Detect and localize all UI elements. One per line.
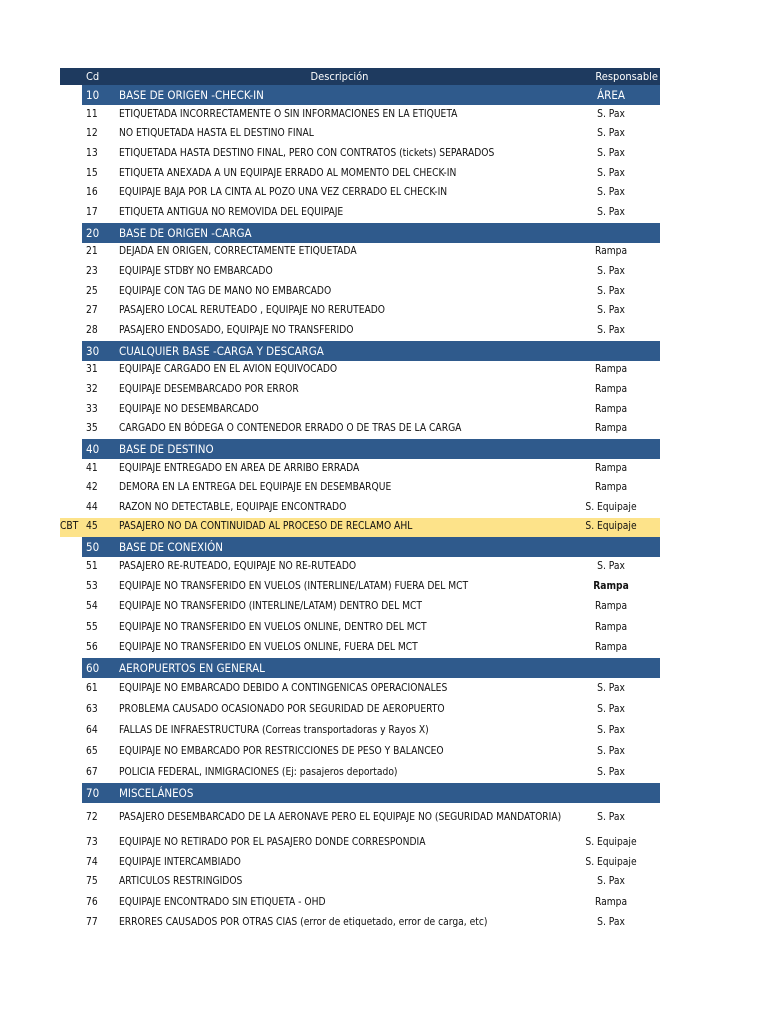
table-row (60, 125, 660, 145)
row-code: 65 (86, 745, 98, 757)
row-description: PASAJERO NO DA CONTINUIDAD AL PROCESO DE RECLAMO AHL (117, 518, 562, 538)
row-description: EQUIPAJE NO EMBARCADO DEBIDO A CONTINGENICAS OPERACIONALES (119, 682, 448, 694)
row-prefix (60, 678, 82, 699)
row-prefix (60, 164, 82, 184)
table-row (60, 105, 660, 125)
row-responsable: Rampa (594, 364, 628, 376)
row-prefix (60, 282, 82, 302)
row-description: EQUIPAJE NO RETIRADO POR EL PASAJERO DONDE CORRESPONDIA (119, 836, 426, 848)
row-code: 44 (86, 501, 98, 513)
section-row (60, 439, 660, 459)
row-code: 75 (86, 876, 98, 888)
row-description: PROBLEMA CAUSADO OCASIONADO POR SEGURIDAD DE AEROPUERTO (119, 703, 445, 715)
row-description: DEMORA EN LA ENTREGA DEL EQUIPAJE EN DESEMBARQUE (119, 482, 392, 494)
codes-table (60, 68, 660, 933)
row-code: 25 (86, 285, 98, 297)
row-description: EQUIPAJE NO DESEMBARCADO (119, 403, 259, 415)
section-title: CUALQUIER BASE -CARGA Y DESCARGA (117, 341, 562, 361)
row-prefix (60, 699, 82, 720)
row-prefix (60, 557, 82, 577)
table-row (60, 321, 660, 341)
row-prefix (60, 223, 82, 243)
row-code: 56 (86, 642, 98, 654)
row-code: 67 (86, 766, 98, 778)
section-area (562, 223, 660, 243)
row-responsable: Rampa (594, 462, 628, 474)
section-area (562, 658, 660, 678)
row-description: PASAJERO RE-RUTEADO, EQUIPAJE NO RE-RUTEADO (119, 561, 357, 573)
table-row (60, 913, 660, 933)
row-description: CARGADO EN BÓDEGA O CONTENEDOR ERRADO O DE TRAS DE LA CARGA (119, 423, 462, 435)
section-row (60, 783, 660, 803)
row-prefix (60, 125, 82, 145)
section-title: BASE DE ORIGEN -CHECK-IN (117, 85, 562, 105)
row-responsable: S. Pax (597, 265, 625, 277)
row-code: 15 (86, 167, 98, 179)
row-prefix (60, 321, 82, 341)
row-description: PASAJERO LOCAL RERUTEADO , EQUIPAJE NO RERUTEADO (119, 305, 386, 317)
table-row (60, 459, 660, 479)
section-area (562, 439, 660, 459)
row-prefix (60, 853, 82, 873)
header-blank-cell (60, 68, 82, 85)
section-title: BASE DE ORIGEN -CARGA (117, 223, 562, 243)
row-responsable: Rampa (594, 600, 628, 612)
row-code: 13 (86, 147, 98, 159)
row-prefix (60, 439, 82, 459)
section-code: 10 (82, 85, 117, 105)
row-responsable: S. Pax (597, 876, 625, 888)
row-code: 45 (82, 518, 117, 538)
row-responsable: S. Pax (597, 108, 625, 120)
row-responsable: Rampa (594, 621, 628, 633)
row-description: DEJADA EN ORIGEN, CORRECTAMENTE ETIQUETADA (119, 246, 357, 258)
row-prefix (60, 498, 82, 518)
row-prefix (60, 596, 82, 617)
row-code: 32 (86, 383, 98, 395)
row-description: EQUIPAJE ENTREGADO EN AREA DE ARRIBO ERRADA (119, 462, 360, 474)
row-description: FALLAS DE INFRAESTRUCTURA (Correas transportadoras y Rayos X) (119, 724, 429, 736)
row-description: EQUIPAJE BAJA POR LA CINTA AL POZO UNA VEZ CERRADO EL CHECK-IN (119, 187, 448, 199)
row-prefix (60, 658, 82, 678)
row-prefix (60, 183, 82, 203)
table-row (60, 699, 660, 720)
row-description: EQUIPAJE DESEMBARCADO POR ERROR (119, 383, 299, 395)
row-responsable: S. Pax (597, 305, 625, 317)
table-row (60, 577, 660, 597)
section-area (562, 341, 660, 361)
table-row (60, 638, 660, 658)
row-responsable: S. Pax (597, 766, 625, 778)
row-description: EQUIPAJE INTERCAMBIADO (119, 856, 241, 868)
row-responsable: S. Equipaje (585, 501, 637, 513)
table-row (60, 380, 660, 400)
section-area (562, 537, 660, 557)
row-description: EQUIPAJE NO TRANSFERIDO (INTERLINE/LATAM) DENTRO DEL MCT (119, 600, 423, 612)
section-area: ÁREA (562, 85, 660, 105)
row-code: 12 (86, 128, 98, 140)
row-code: 77 (86, 917, 98, 929)
table-row (60, 557, 660, 577)
row-responsable: Rampa (594, 423, 628, 435)
row-description: NO ETIQUETADA HASTA EL DESTINO FINAL (119, 128, 314, 140)
row-responsable: Rampa (593, 580, 629, 592)
header-cd: Cd (82, 68, 117, 85)
row-code: 23 (86, 265, 98, 277)
row-code: 61 (86, 682, 98, 694)
row-code: 11 (86, 108, 98, 120)
table-row (60, 518, 660, 538)
section-row (60, 85, 660, 105)
row-prefix (60, 301, 82, 321)
row-responsable: Rampa (594, 383, 628, 395)
row-prefix (60, 537, 82, 557)
section-code: 20 (82, 223, 117, 243)
row-responsable: S. Pax (597, 206, 625, 218)
codes-table-body (60, 68, 660, 933)
row-responsable: S. Equipaje (562, 518, 660, 538)
row-prefix (60, 832, 82, 853)
section-row (60, 537, 660, 557)
row-code: 28 (86, 324, 98, 336)
row-prefix (60, 105, 82, 125)
row-responsable: S. Equipaje (585, 836, 637, 848)
row-prefix (60, 913, 82, 933)
row-description: EQUIPAJE ENCONTRADO SIN ETIQUETA - OHD (119, 896, 326, 908)
section-title: BASE DE CONEXIÓN (117, 537, 562, 557)
row-responsable: S. Pax (597, 682, 625, 694)
row-prefix (60, 803, 82, 832)
row-code: 27 (86, 305, 98, 317)
row-description: POLICIA FEDERAL, INMIGRACIONES (Ej: pasajeros deportado) (119, 766, 398, 778)
row-responsable: Rampa (594, 896, 628, 908)
row-code: 16 (86, 187, 98, 199)
section-area (562, 783, 660, 803)
row-prefix (60, 617, 82, 638)
table-row (60, 741, 660, 762)
row-prefix (60, 85, 82, 105)
table-row (60, 361, 660, 381)
row-responsable: S. Pax (597, 811, 625, 823)
section-title: MISCELÁNEOS (117, 783, 562, 803)
row-code: 35 (86, 423, 98, 435)
row-responsable: S. Pax (597, 285, 625, 297)
row-description: EQUIPAJE STDBY NO EMBARCADO (119, 265, 273, 277)
table-row (60, 479, 660, 499)
row-code: 72 (86, 811, 98, 823)
table-row (60, 853, 660, 873)
row-prefix (60, 479, 82, 499)
row-description: EQUIPAJE CARGADO EN EL AVION EQUIVOCADO (119, 364, 338, 376)
row-prefix (60, 873, 82, 893)
row-prefix (60, 577, 82, 597)
section-code: 60 (82, 658, 117, 678)
row-prefix (60, 203, 82, 223)
row-description: EQUIPAJE NO TRANSFERIDO EN VUELOS (INTERLINE/LATAM) FUERA DEL MCT (119, 580, 469, 592)
table-row (60, 144, 660, 164)
row-description: EQUIPAJE NO TRANSFERIDO EN VUELOS ONLINE, DENTRO DEL MCT (119, 621, 427, 633)
row-responsable: Rampa (594, 642, 628, 654)
row-responsable: S. Pax (597, 187, 625, 199)
row-code: 73 (86, 836, 98, 848)
row-prefix (60, 380, 82, 400)
section-title: BASE DE DESTINO (117, 439, 562, 459)
row-responsable: S. Pax (597, 917, 625, 929)
table-row (60, 262, 660, 282)
row-description: ERRORES CAUSADOS POR OTRAS CIAS (error de etiquetado, error de carga, etc) (119, 917, 488, 929)
header-descripcion: Descripción (117, 68, 562, 85)
section-row (60, 223, 660, 243)
row-responsable: S. Pax (597, 128, 625, 140)
row-code: 63 (86, 703, 98, 715)
row-responsable: Rampa (594, 246, 628, 258)
row-prefix (60, 459, 82, 479)
row-prefix (60, 341, 82, 361)
row-responsable: S. Pax (597, 324, 625, 336)
row-code: 64 (86, 724, 98, 736)
row-responsable: S. Pax (597, 745, 625, 757)
row-responsable: S. Pax (597, 703, 625, 715)
section-title: AEROPUERTOS EN GENERAL (117, 658, 562, 678)
row-prefix (60, 262, 82, 282)
table-row (60, 301, 660, 321)
row-prefix: CBT (60, 518, 82, 538)
row-description: PASAJERO ENDOSADO, EQUIPAJE NO TRANSFERIDO (119, 324, 354, 336)
row-description: ETIQUETA ANTIGUA NO REMOVIDA DEL EQUIPAJE (119, 206, 344, 218)
row-description: ETIQUETA ANEXADA A UN EQUIPAJE ERRADO AL MOMENTO DEL CHECK-IN (119, 167, 457, 179)
table-row (60, 892, 660, 913)
row-code: 33 (86, 403, 98, 415)
table-row (60, 419, 660, 439)
table-row (60, 243, 660, 263)
row-code: 55 (86, 621, 98, 633)
section-code: 40 (82, 439, 117, 459)
row-prefix (60, 762, 82, 783)
table-row (60, 203, 660, 223)
row-code: 54 (86, 600, 98, 612)
row-responsable: S. Equipaje (585, 856, 637, 868)
row-code: 31 (86, 364, 98, 376)
table-row (60, 832, 660, 853)
row-code: 51 (86, 561, 98, 573)
row-code: 76 (86, 896, 98, 908)
row-prefix (60, 144, 82, 164)
table-row (60, 498, 660, 518)
table-row (60, 762, 660, 783)
table-row (60, 720, 660, 741)
section-row (60, 341, 660, 361)
table-row (60, 164, 660, 184)
table-row (60, 282, 660, 302)
row-code: 53 (86, 580, 98, 592)
row-prefix (60, 361, 82, 381)
table-header-row (60, 68, 660, 85)
row-responsable: S. Pax (597, 147, 625, 159)
row-description: ETIQUETADA HASTA DESTINO FINAL, PERO CON CONTRATOS (tickets) SEPARADOS (119, 147, 495, 159)
table-row (60, 596, 660, 617)
row-prefix (60, 419, 82, 439)
row-responsable: Rampa (594, 403, 628, 415)
row-responsable: S. Pax (597, 724, 625, 736)
table-row (60, 873, 660, 893)
table-row (60, 617, 660, 638)
row-description: PASAJERO DESEMBARCADO DE LA AERONAVE PERO EL EQUIPAJE NO (SEGURIDAD MANDATORIA) (119, 811, 562, 823)
section-row (60, 658, 660, 678)
row-responsable: S. Pax (597, 561, 625, 573)
row-description: ARTICULOS RESTRINGIDOS (119, 876, 243, 888)
row-code: 41 (86, 462, 98, 474)
row-prefix (60, 720, 82, 741)
row-prefix (60, 783, 82, 803)
row-prefix (60, 741, 82, 762)
row-code: 42 (86, 482, 98, 494)
section-code: 30 (82, 341, 117, 361)
row-description: EQUIPAJE NO EMBARCADO POR RESTRICCIONES DE PESO Y BALANCEO (119, 745, 444, 757)
row-prefix (60, 400, 82, 420)
section-code: 50 (82, 537, 117, 557)
row-description: ETIQUETADA INCORRECTAMENTE O SIN INFORMACIONES EN LA ETIQUETA (119, 108, 458, 120)
row-responsable: Rampa (594, 482, 628, 494)
section-code: 70 (82, 783, 117, 803)
table-row (60, 803, 660, 832)
table-row (60, 183, 660, 203)
row-responsable: S. Pax (597, 167, 625, 179)
row-code: 21 (86, 246, 98, 258)
row-description: EQUIPAJE CON TAG DE MANO NO EMBARCADO (119, 285, 332, 297)
row-description: RAZON NO DETECTABLE, EQUIPAJE ENCONTRADO (119, 501, 347, 513)
row-prefix (60, 892, 82, 913)
row-code: 74 (86, 856, 98, 868)
table-row (60, 678, 660, 699)
header-responsable: Responsable (562, 68, 660, 85)
row-description: EQUIPAJE NO TRANSFERIDO EN VUELOS ONLINE, FUERA DEL MCT (119, 642, 418, 654)
row-code: 17 (86, 206, 98, 218)
row-prefix (60, 638, 82, 658)
table-row (60, 400, 660, 420)
row-prefix (60, 243, 82, 263)
